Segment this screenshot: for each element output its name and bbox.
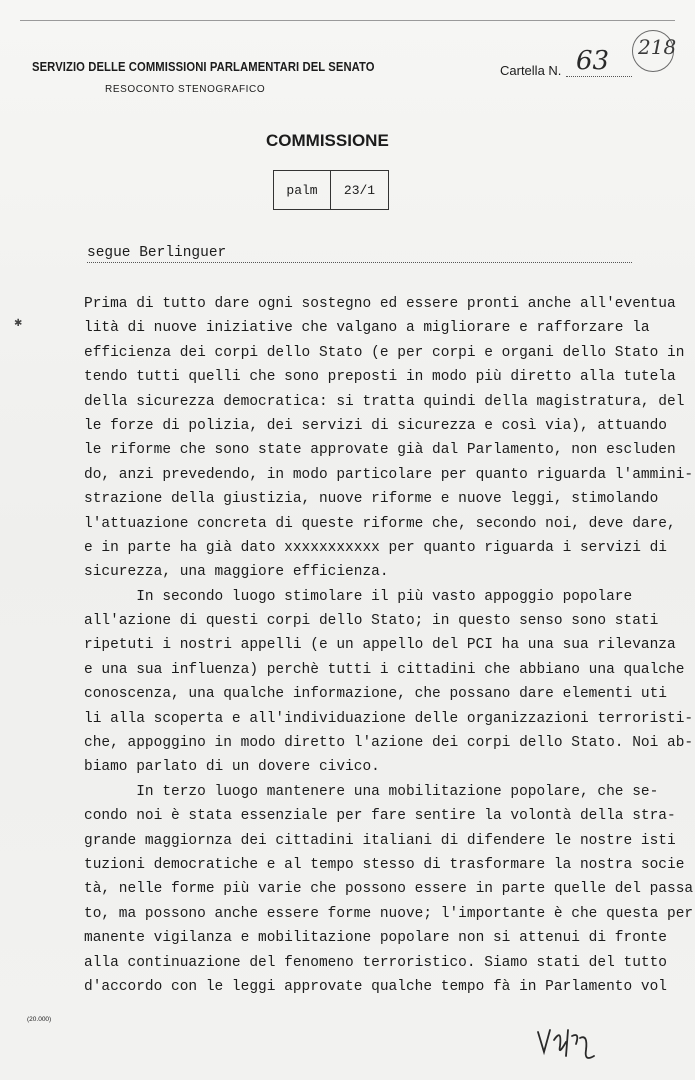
transcript-line: grande maggiornza dei cittadini italiani di difendere le nostre isti	[84, 832, 676, 849]
transcript-line: alla continuazione del fenomeno terroristico. Siamo stati del tutto	[84, 954, 667, 971]
transcript-line: le riforme che sono state approvate già dal Parlamento, non escluden	[84, 442, 676, 459]
transcript-line: ripetuti i nostri appelli (e un appello del PCI ha una sua rilevanza	[84, 637, 676, 654]
transcript-line: lità di nuove iniziative che valgano a migliorare e rafforzare la	[84, 320, 650, 337]
transcript-line: le forze di polizia, dei servizi di sicurezza e così via), attuando	[84, 417, 667, 434]
transcript-line: che, appoggino in modo diretto l'azione dei corpi dello Stato. Noi ab-	[84, 735, 694, 752]
reference-box-left: palm	[274, 171, 331, 209]
cartella-label: Cartella N.	[500, 63, 562, 78]
transcript-line: li alla scoperta e all'individuazione delle organizzazioni terroristi-	[84, 710, 694, 727]
top-rule	[20, 20, 675, 21]
transcript-line: tuzioni democratiche e al tempo stesso di trasformare la nostra socie	[84, 856, 685, 873]
transcript-line: della sicurezza democratica: si tratta quindi della magistratura, del	[84, 393, 685, 410]
transcript-line: tà, nelle forme più varie che possono essere in parte quelle del passa	[84, 881, 694, 898]
transcript-line: do, anzi prevedendo, in modo particolare per quanto riguarda l'ammini-	[84, 466, 694, 483]
reference-box	[273, 170, 389, 210]
transcript-line: condo noi è stata essenziale per fare sentire la volontà della stra-	[84, 808, 676, 825]
transcript-line: strazione della giustizia, nuove riforme e nuove leggi, stimolando	[84, 491, 659, 508]
footer-code: (20.000)	[27, 1016, 52, 1023]
transcript-line: all'azione di questi corpi dello Stato; in questo senso sono stati	[84, 613, 659, 630]
transcript-line: tendo tutti quelli che sono preposti in modo più diretto alla tutela	[84, 369, 676, 386]
transcript-line: d'accordo con le leggi approvate qualche tempo fà in Parlamento vol	[84, 978, 667, 995]
transcript-line: efficienza dei corpi dello Stato (e per corpi e organi dello Stato in	[84, 344, 685, 361]
reference-box-right: 23/1	[343, 182, 376, 198]
cartella-dotted-line	[566, 76, 632, 77]
transcript-line: conoscenza, una qualche informazione, che possano dare elementi uti	[84, 686, 667, 703]
header-service: SERVIZIO DELLE COMMISSIONI PARLAMENTARI DEL SENATO	[32, 60, 375, 74]
speaker-line: segue Berlinguer	[87, 245, 632, 263]
transcript-line: In terzo luogo mantenere una mobilitazione popolare, che se-	[84, 783, 659, 800]
document-title: COMMISSIONE	[266, 131, 389, 150]
transcript-line: e una sua influenza) perchè tutti i cittadini che abbiano una qualche	[84, 661, 685, 678]
signature-icon	[536, 1022, 606, 1062]
page-stamp-number: 218	[638, 35, 677, 59]
transcript-line: In secondo luogo stimolare il più vasto appoggio popolare	[84, 588, 633, 605]
transcript-line: Prima di tutto dare ogni sostegno ed essere pronti anche all'eventua	[84, 296, 676, 312]
transcript-line: e in parte ha già dato xxxxxxxxxxx per quanto riguarda i servizi di	[84, 539, 667, 556]
transcript-line: biamo parlato di un dovere civico.	[84, 759, 380, 776]
transcript-line: sicurezza, una maggiore efficienza.	[84, 564, 389, 581]
transcript-line: l'attuazione concreta di queste riforme che, secondo noi, deve dare,	[84, 515, 676, 532]
transcript-line: manente vigilanza e mobilitazione popolare non si attenui di fronte	[84, 930, 667, 947]
transcript-line: to, ma possono anche essere forme nuove; l'importante è che questa per	[84, 905, 694, 922]
cartella-number: 63	[576, 46, 610, 76]
header-subtitle: RESOCONTO STENOGRAFICO	[105, 84, 266, 95]
transcript-body	[84, 292, 693, 999]
margin-mark-icon: ✱	[14, 318, 23, 329]
